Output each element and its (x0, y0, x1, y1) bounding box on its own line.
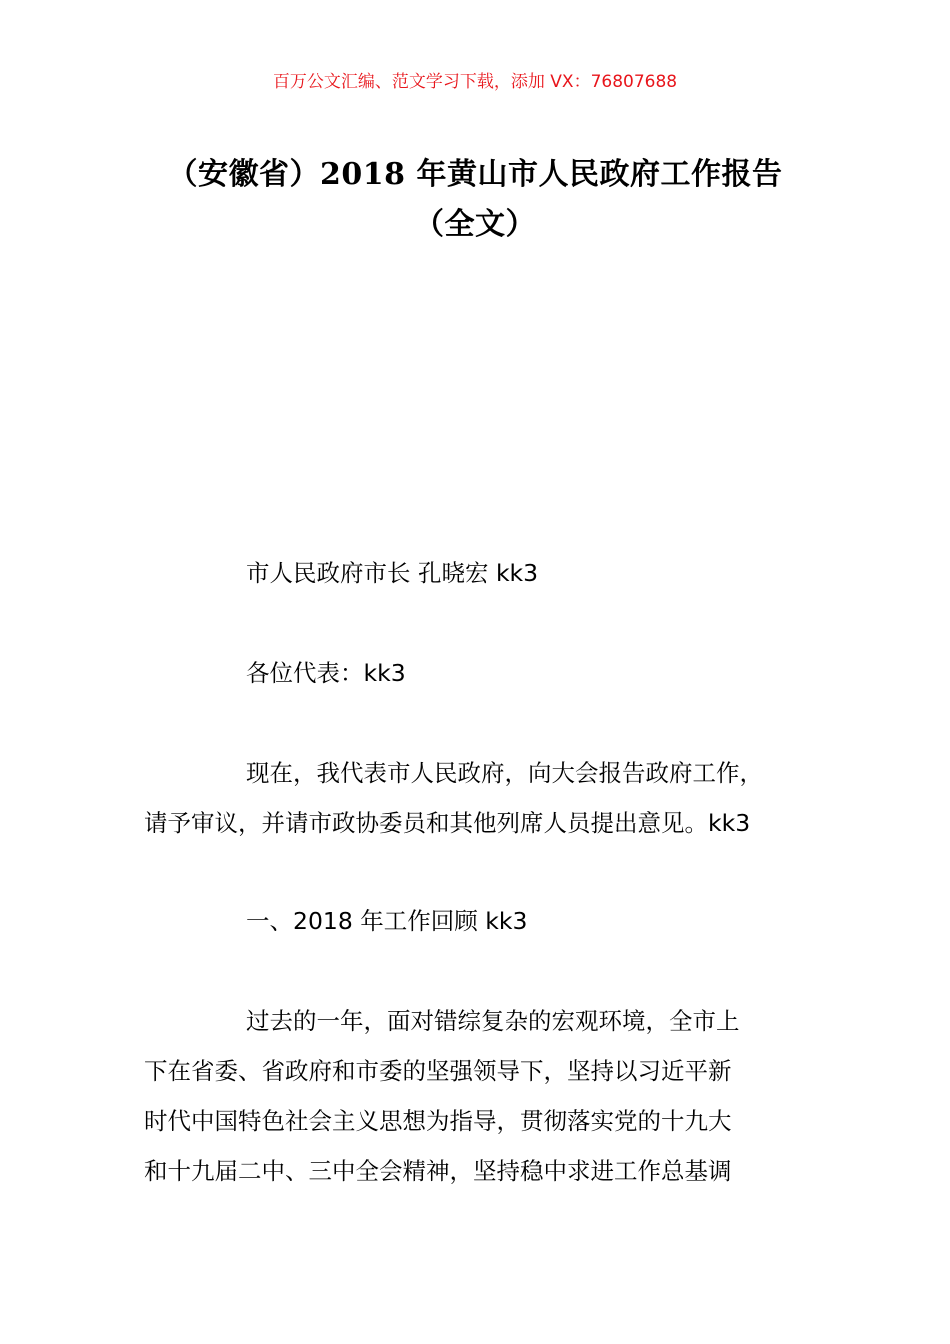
review-line-4: 和十九届二中、三中全会精神，坚持稳中求进工作总基调 (144, 1157, 732, 1185)
intro-line-1: 现在，我代表市人民政府，向大会报告政府工作， (246, 759, 763, 787)
salutation-line: 各位代表：kk3 (246, 659, 406, 687)
review-line-3: 时代中国特色社会主义思想为指导，贯彻落实党的十九大 (144, 1107, 732, 1135)
header-note: 百万公文汇编、范文学习下载，添加 VX：76807688 (272, 72, 678, 92)
intro-line-2: 请予审议，并请市政协委员和其他列席人员提出意见。kk3 (144, 809, 751, 837)
author-line: 市人民政府市长 孔晓宏 kk3 (246, 559, 539, 587)
section-heading: 一、2018 年工作回顾 kk3 (246, 907, 528, 935)
review-line-1: 过去的一年，面对错综复杂的宏观环境，全市上 (246, 1007, 740, 1035)
review-line-2: 下在省委、省政府和市委的坚强领导下，坚持以习近平新 (144, 1057, 732, 1085)
document-title: （安徽省）2018 年黄山市人民政府工作报告（全文） (167, 157, 783, 242)
